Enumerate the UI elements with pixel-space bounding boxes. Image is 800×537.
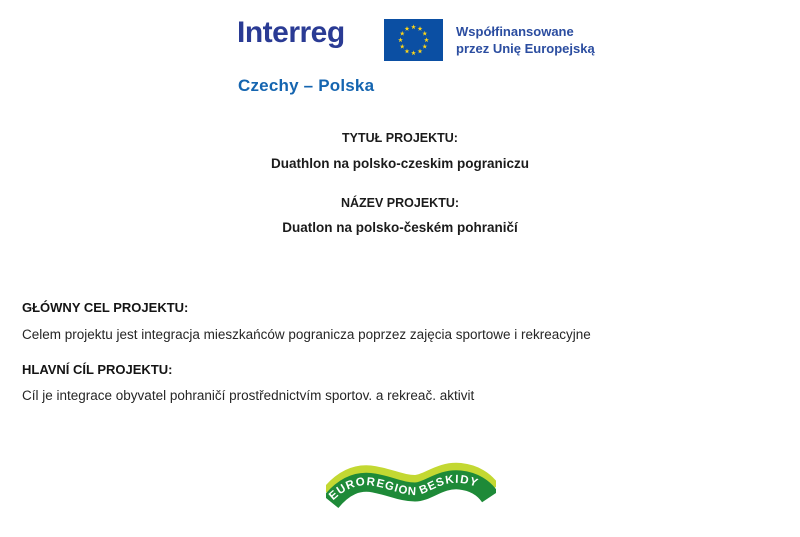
nazev-projektu-label: NÁZEV PROJEKTU: xyxy=(340,196,460,210)
goal-text-pl: Celem projektu jest integracja mieszkańców pogranicza poprzez zajęcia sportowe i rekreacyjne xyxy=(22,327,591,342)
euroregion-beskidy-text: EUROREGION BESKIDY xyxy=(327,473,481,503)
tytul-projektu-value: Duathlon na polsko-czeskim pograniczu xyxy=(270,156,530,171)
eu-flag-icon xyxy=(384,19,443,61)
goal-label-pl: GŁÓWNY CEL PROJEKTU: xyxy=(22,300,189,315)
cofunded-line2: przez Unię Europejską xyxy=(456,41,595,56)
cofunded-line1: Współfinansowane xyxy=(456,24,574,39)
tytul-projektu-label: TYTUŁ PROJEKTU: xyxy=(342,131,458,145)
goal-text-cz: Cíl je integrace obyvatel pohraničí prostřednictvím sportov. a rekreač. aktivit xyxy=(22,388,475,403)
programme-name: Czechy – Polska xyxy=(238,76,375,95)
euroregion-beskidy-logo xyxy=(326,461,496,513)
cofunded-text xyxy=(456,23,595,57)
goal-label-cz: HLAVNÍ CÍL PROJEKTU: xyxy=(22,362,173,377)
nazev-projektu-value: Duatlon na polsko-českém pohraničí xyxy=(282,220,518,235)
interreg-logo: Interreg xyxy=(237,16,345,49)
